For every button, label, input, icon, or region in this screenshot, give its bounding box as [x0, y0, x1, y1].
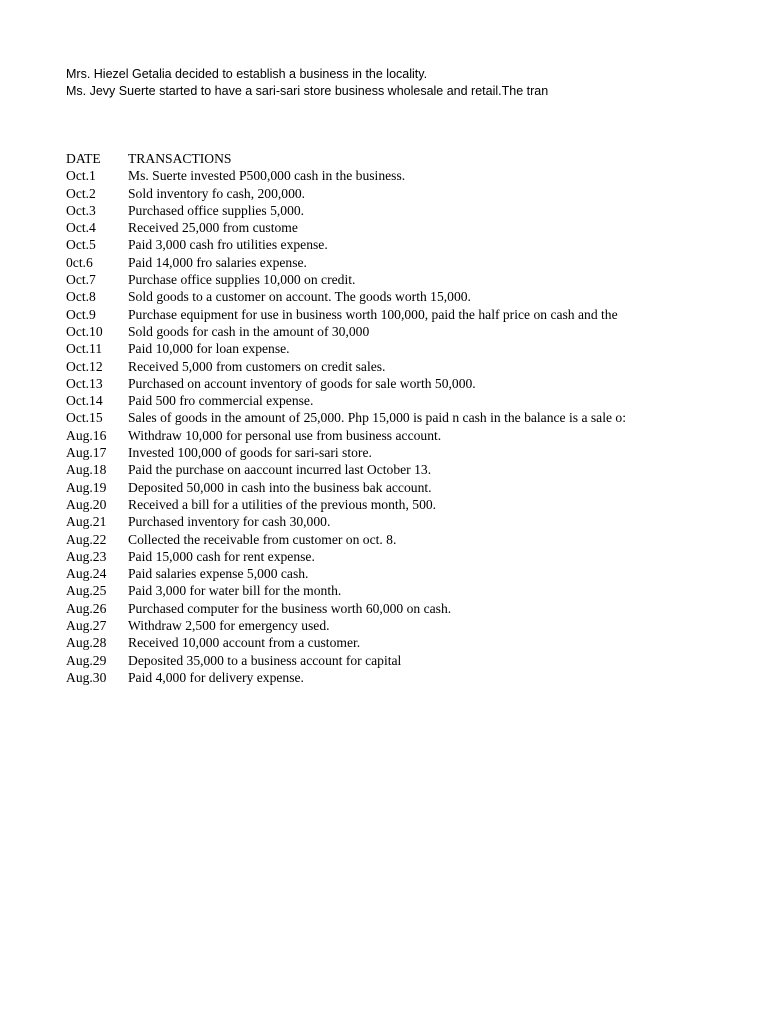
table-row [66, 271, 688, 288]
row-date: Aug.16 [66, 427, 107, 443]
row-date: Aug.30 [66, 669, 107, 685]
row-date: Oct.1 [66, 168, 96, 184]
row-transaction: Paid 14,000 fro salaries expense. [128, 254, 307, 270]
table-row [66, 531, 688, 548]
row-transaction: Paid 15,000 cash for rent expense. [128, 548, 315, 564]
row-date: Oct.12 [66, 358, 103, 374]
table-row [66, 202, 688, 219]
row-transaction: Sales of goods in the amount of 25,000. Php 15,000 is paid n cash in the balance is a sale o: [128, 410, 626, 426]
row-date: 0ct.6 [66, 254, 93, 270]
row-transaction: Received a bill for a utilities of the previous month, 500. [128, 496, 437, 512]
row-transaction: Paid 10,000 for loan expense. [128, 341, 290, 357]
row-transaction: Purchase equipment for use in business worth 100,000, paid the half price on cash and the [128, 306, 618, 322]
table-row [66, 167, 688, 184]
row-date: Aug.28 [66, 635, 107, 651]
table-row [66, 634, 688, 651]
table-row [66, 358, 688, 375]
row-transaction: Paid 4,000 for delivery expense. [128, 669, 304, 685]
row-date: Oct.2 [66, 185, 96, 201]
row-date: Oct.4 [66, 220, 96, 236]
table-row [66, 444, 688, 461]
table-row [66, 375, 688, 392]
row-transaction: Paid salaries expense 5,000 cash. [128, 566, 309, 582]
row-transaction: Deposited 35,000 to a business account for capital [128, 652, 402, 668]
table-row [66, 513, 688, 530]
row-date: Oct.3 [66, 202, 96, 218]
table-row [66, 548, 688, 565]
table-row [66, 496, 688, 513]
row-transaction: Received 10,000 account from a customer. [128, 635, 361, 651]
row-date: Oct.11 [66, 341, 103, 357]
table-row [66, 409, 688, 426]
row-date: Aug.26 [66, 600, 107, 616]
table-row [66, 600, 688, 617]
row-date: Aug.21 [66, 514, 107, 530]
table-row [66, 669, 688, 686]
table-row [66, 306, 688, 323]
intro-paragraph [66, 66, 706, 100]
row-date: Oct.14 [66, 393, 103, 409]
table-row [66, 236, 688, 253]
row-transaction: Withdraw 10,000 for personal use from business account. [128, 427, 442, 443]
row-date: Oct.9 [66, 306, 96, 322]
row-transaction: Received 25,000 from custome [128, 220, 298, 236]
row-date: Oct.15 [66, 410, 103, 426]
table-row [66, 427, 688, 444]
table-body [66, 167, 688, 686]
row-date: Oct.13 [66, 375, 103, 391]
table-header-row [66, 150, 688, 167]
row-transaction: Sold goods to a customer on account. The goods worth 15,000. [128, 289, 471, 305]
row-date: Aug.20 [66, 496, 107, 512]
intro-line: Mrs. Hiezel Getalia decided to establish a business in the locality. [66, 67, 428, 81]
row-transaction: Purchased inventory for cash 30,000. [128, 514, 331, 530]
row-transaction: Withdraw 2,500 for emergency used. [128, 618, 330, 634]
row-date: Aug.25 [66, 583, 107, 599]
table-row [66, 323, 688, 340]
table-row [66, 219, 688, 236]
row-transaction: Paid 3,000 cash fro utilities expense. [128, 237, 328, 253]
row-date: Aug.29 [66, 652, 107, 668]
row-date: Oct.8 [66, 289, 96, 305]
row-date: Oct.7 [66, 272, 96, 288]
row-date: Oct.5 [66, 237, 96, 253]
table-row [66, 565, 688, 582]
row-transaction: Invested 100,000 of goods for sari-sari store. [128, 445, 372, 461]
row-date: Aug.19 [66, 479, 107, 495]
row-date: Oct.10 [66, 323, 103, 339]
row-transaction: Collected the receivable from customer on oct. 8. [128, 531, 397, 547]
date-column-header: DATE [66, 151, 101, 166]
row-transaction: Purchased on account inventory of goods for sale worth 50,000. [128, 375, 476, 391]
row-transaction: Paid the purchase on aaccount incurred last October 13. [128, 462, 432, 478]
row-date: Aug.18 [66, 462, 107, 478]
row-transaction: Purchase office supplies 10,000 on credit. [128, 272, 356, 288]
table-row [66, 582, 688, 599]
row-transaction: Purchased computer for the business worth 60,000 on cash. [128, 600, 452, 616]
table-row [66, 254, 688, 271]
table-row [66, 479, 688, 496]
row-transaction: Purchased office supplies 5,000. [128, 202, 305, 218]
table-row [66, 461, 688, 478]
row-date: Aug.27 [66, 618, 107, 634]
table-row [66, 392, 688, 409]
transactions-column-header: TRANSACTIONS [128, 151, 232, 166]
transactions-table [66, 150, 688, 686]
row-date: Aug.24 [66, 566, 107, 582]
row-date: Aug.17 [66, 445, 107, 461]
table-row [66, 652, 688, 669]
row-date: Aug.23 [66, 548, 107, 564]
row-transaction: Deposited 50,000 in cash into the business bak account. [128, 479, 432, 495]
row-transaction: Received 5,000 from customers on credit sales. [128, 358, 386, 374]
table-row [66, 288, 688, 305]
table-row [66, 617, 688, 634]
row-transaction: Ms. Suerte invested P500,000 cash in the business. [128, 168, 406, 184]
table-row [66, 340, 688, 357]
row-transaction: Sold inventory fo cash, 200,000. [128, 185, 306, 201]
row-transaction: Sold goods for cash in the amount of 30,000 [128, 323, 370, 339]
row-transaction: Paid 500 fro commercial expense. [128, 393, 314, 409]
table-row [66, 185, 688, 202]
row-transaction: Paid 3,000 for water bill for the month. [128, 583, 342, 599]
intro-line: Ms. Jevy Suerte started to have a sari-sari store business wholesale and retail.The tran [66, 84, 549, 98]
row-date: Aug.22 [66, 531, 107, 547]
